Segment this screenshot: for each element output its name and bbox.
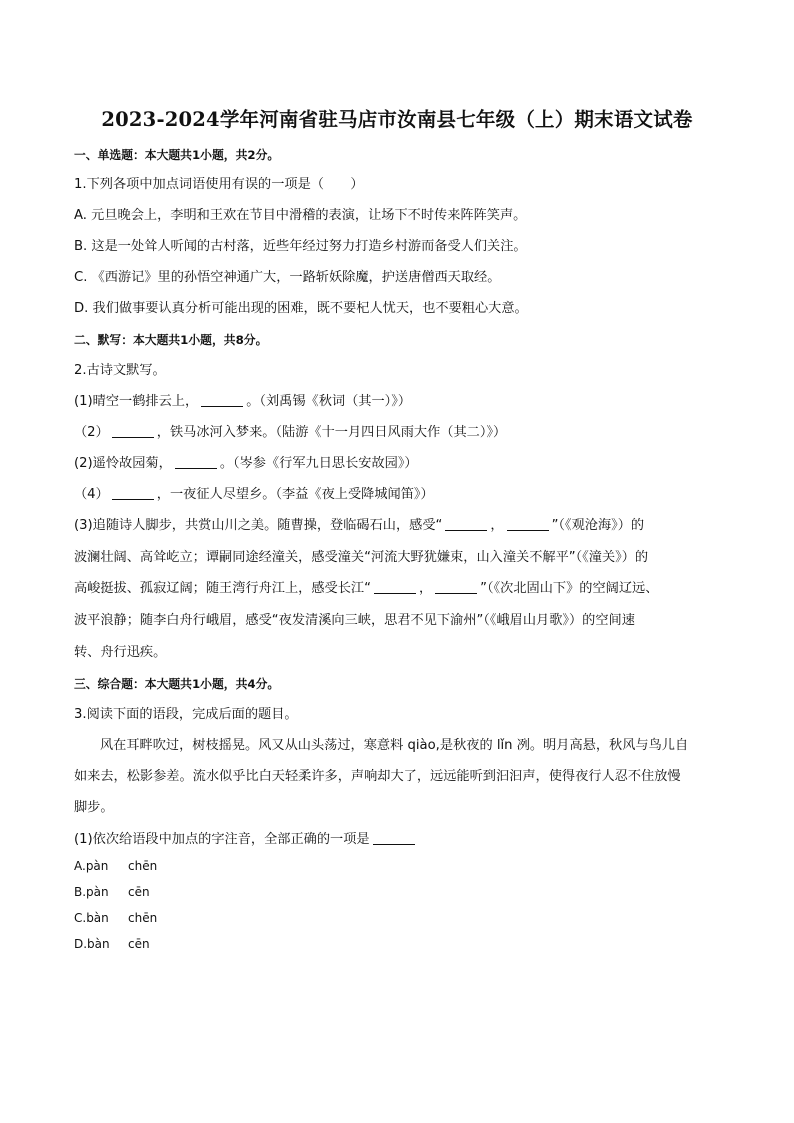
q3-choice (74, 857, 158, 875)
q2-text: （2） (74, 425, 109, 440)
choice-value: cēn (128, 885, 150, 899)
section-heading-text: 二、默写：本大题共1小题，共8分。 (74, 333, 268, 347)
section-heading-1 (74, 145, 734, 165)
section-heading-2 (74, 330, 734, 350)
q2-stem: 2.古诗文默写。 (74, 363, 166, 378)
q3-choice (74, 935, 150, 953)
q2-text: 。（岑参《行军九日思长安故园》） (219, 456, 418, 471)
q3-sub-question-1 (74, 830, 734, 850)
q3-sub-text: (1)依次给语段中加点的字注音，全部正确的一项是 (74, 832, 370, 847)
q2-line-8: 波平浪静；随李白舟行峨眉，感受“夜发清溪向三峡，思君不见下渝州”（《峨眉山月歌》）的空间速 (74, 613, 635, 628)
q2-text: ， (418, 581, 433, 596)
q3-stem: 3.阅读下面的语段，完成后面的题目。 (74, 707, 298, 722)
q1-option-c: C. 《西游记》里的孙悟空神通广大，一路斩妖除魔，护送唐僧西天取经。 (74, 270, 501, 285)
answer-blank (435, 580, 477, 594)
q2-line-2 (74, 423, 734, 443)
q2-text: ”（《观沧海》）的 (551, 518, 645, 533)
answer-blank (374, 580, 416, 594)
q2-text: ， (490, 518, 504, 533)
section-heading-3 (74, 674, 734, 694)
q3-paragraph-line-2: 如来去，松影参差。流水似乎比白天轻柔许多，声响却大了，远远能听到汩汩声，使得夜行人忍不住放慢 (74, 769, 681, 784)
q3-paragraph-line-3: 脚步。 (74, 800, 114, 815)
q1-stem: 1.下列各项中加点词语使用有误的一项是（ ） (74, 177, 364, 192)
page-title: 2023-2024学年河南省驻马店市汝南县七年级（上）期末语文试卷 (101, 108, 693, 131)
answer-blank (445, 517, 487, 531)
q2-line-6: 波澜壮阔、高耸屹立；谭嗣同途经潼关，感受潼关“河流大野犹嫌束，山入潼关不解平”（《潼关》）的 (74, 550, 649, 565)
q3-choice (74, 883, 150, 901)
q3-paragraph-line-1: 风在耳畔吹过，树枝摇晃。风又从山头荡过，寒意料 qiào,是秋夜的 lǐn 冽。明月高悬，秋风与鸟儿自 (100, 738, 689, 753)
choice-value: cēn (128, 937, 150, 951)
choice-value: chēn (128, 911, 158, 925)
q2-text: 高峻挺拔、孤寂辽阔；随王湾行舟江上，感受长江“ (74, 581, 371, 596)
answer-blank (373, 831, 415, 845)
q2-text: (3)追随诗人脚步，共赏山川之美。随曹操，登临碣石山，感受“ (74, 518, 443, 533)
q2-line-3 (74, 454, 734, 474)
answer-blank (201, 393, 243, 407)
answer-blank (507, 517, 549, 531)
choice-label: B.pàn (74, 885, 109, 899)
q1-option-b: B. 这是一处耸人听闻的古村落，近些年经过努力打造乡村游而备受人们关注。 (74, 239, 527, 254)
q2-text: （4） (74, 487, 109, 502)
q1-option-a: A. 元旦晚会上，李明和王欢在节目中滑稽的表演，让场下不时传来阵阵笑声。 (74, 208, 527, 223)
q2-text: (1)晴空一鹤排云上， (74, 394, 199, 409)
choice-label: C.bàn (74, 911, 109, 925)
q2-text: ”（《次北固山下》的空阔辽远、 (480, 581, 659, 596)
q3-choice (74, 909, 158, 927)
choice-label: D.bàn (74, 937, 110, 951)
q2-line-7 (74, 579, 734, 599)
q2-line-5 (74, 516, 734, 536)
choice-label: A.pàn (74, 859, 109, 873)
q1-option-d: D. 我们做事要认真分析可能出现的困难，既不要杞人忧天，也不要粗心大意。 (74, 301, 528, 316)
q2-line-1 (74, 392, 734, 412)
q2-text: ，一夜征人尽望乡。（李益《夜上受降城闻笛》） (156, 487, 434, 502)
q2-line-9: 转、舟行迅疾。 (74, 645, 167, 660)
section-heading-text: 一、单选题：本大题共1小题，共2分。 (74, 148, 280, 162)
q2-text: 。（刘禹锡《秋词（其一）》） (246, 394, 412, 409)
section-heading-text: 三、综合题：本大题共1小题，共4分。 (74, 677, 280, 691)
answer-blank (112, 424, 154, 438)
choice-value: chēn (128, 859, 158, 873)
q2-text: (2)遥怜故园菊， (74, 456, 172, 471)
answer-blank (112, 486, 154, 500)
q2-text: ，铁马冰河入梦来。（陆游《十一月四日风雨大作（其二）》） (156, 425, 507, 440)
q2-line-4 (74, 485, 734, 505)
answer-blank (175, 455, 217, 469)
